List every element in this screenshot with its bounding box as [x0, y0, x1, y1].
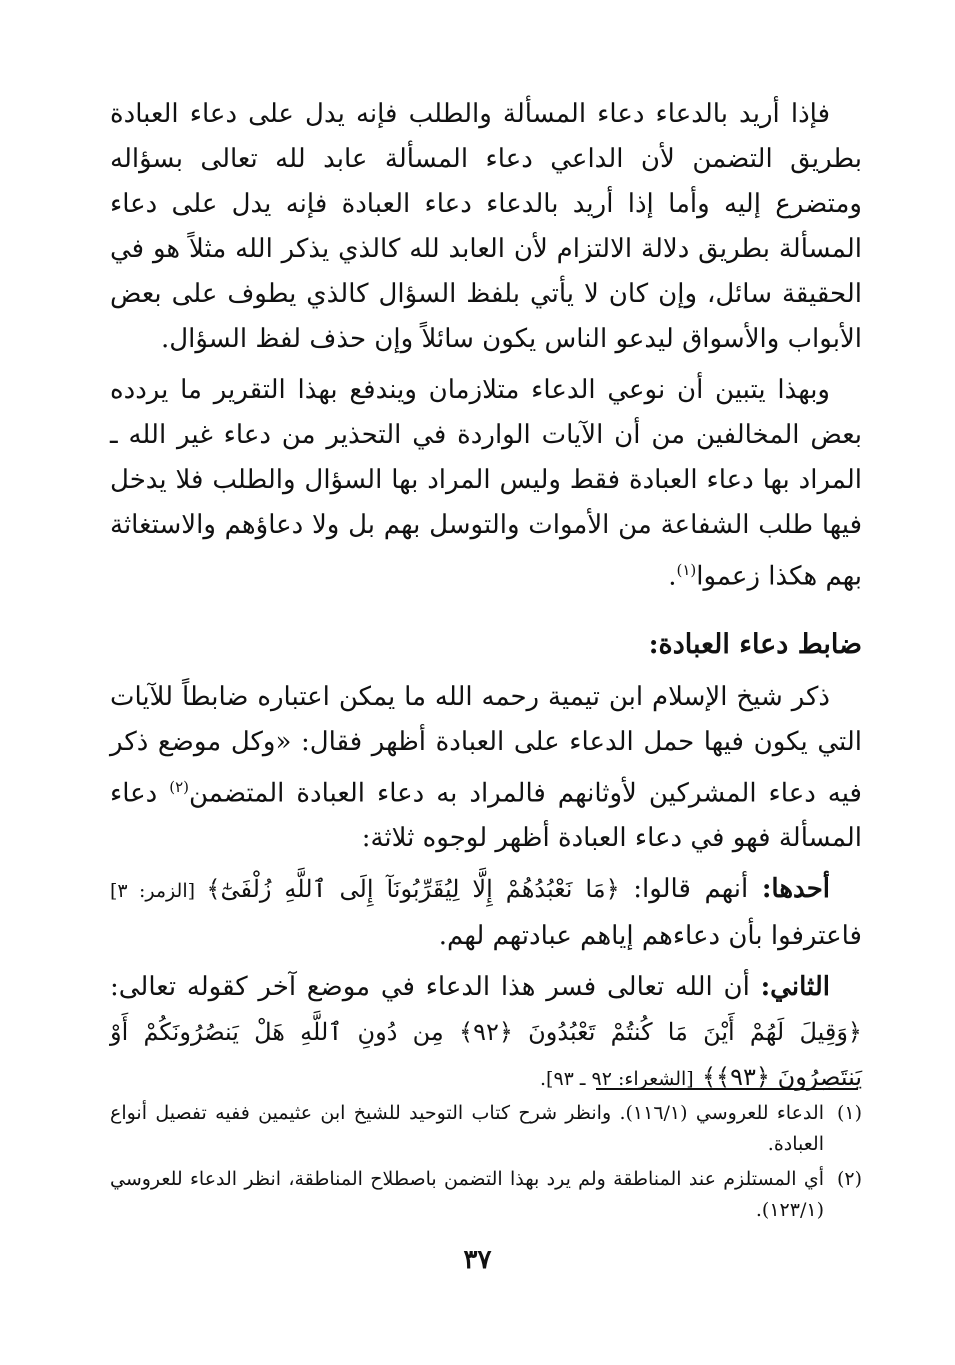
verse-reference-zumar: [الزمر: ٣] [110, 880, 207, 903]
point-second-label: الثاني: [760, 972, 830, 1003]
paragraph-2 [110, 368, 862, 600]
point-first [110, 867, 862, 959]
footnote-item [110, 1098, 862, 1160]
point-first-tail: فاعترفوا بأن دعاءهم إياهم عبادتهم لهم. [438, 921, 862, 952]
quran-verse-shuara: ﴿وَقِيلَ لَهُمْ أَيْنَ مَا كُنتُمْ تَعْبُدُونَ ﴿٩٢﴾ مِن دُونِ ٱللَّهِ هَلْ يَنصُرُونَكُمْ أَوْ يَنتَصِرُونَ ﴿٩٣﴾﴾ [110, 1018, 862, 1092]
point-first-text: أنهم قالوا: [619, 874, 762, 905]
footnote-divider [596, 1088, 858, 1090]
point-first-label: أحدها: [761, 874, 830, 905]
verse-reference-shuara: [الشعراء: ٩٢ ـ ٩٣]. [540, 1068, 694, 1091]
footnote-number: (٢) [836, 1168, 862, 1190]
footnote-ref-1: (١) [676, 561, 697, 579]
section-heading: ضابط دعاء العبادة: [648, 628, 862, 660]
footnotes [110, 1098, 862, 1230]
footnote-ref-2: (٢) [169, 777, 189, 796]
page-body [110, 92, 862, 1108]
footnote-number: (١) [836, 1102, 862, 1124]
footnote-item [110, 1164, 862, 1226]
point-second [110, 965, 862, 1102]
paragraph-1 [110, 92, 862, 362]
paragraph-1-text: فإذا أريد بالدعاء دعاء المسألة والطلب فإنه يدل على دعاء العبادة بطريق التضمن لأن الداعي دعاء المسألة عابد لله تعالى بسؤاله ومتضرع إليه وأما إذا أريد بالدعاء دعاء العبادة فإنه يدل على دعاء المسألة بطريق دلالة الالتزام لأن العابد لله كالذي يذكر الله مثلاً هو في الحقيقة سائل، وإن كان لا يأتي بلفظ السؤال كالذي يطوف على بعض الأبواب والأسواق ليدعو الناس يكون سائلاً وإن حذف لفظ السؤال. [110, 99, 862, 354]
footnote-text: أي المستلزم عند المناطقة ولم يرد بهذا التضمن باصطلاح المناطقة، انظر الدعاء للعروسي (١٢٣/١). [110, 1168, 824, 1221]
paragraph-2-text: وبهذا يتبين أن نوعي الدعاء متلازمان ويندفع بهذا التقرير ما يردده بعض المخالفين من أن الآيات الواردة في التحذير من دعاء غير الله ـ المراد بها دعاء العبادة فقط وليس المراد بها السؤال والطلب فلا يدخل فيها طلب الشفاعة من الأموات والتوسل بهم بل ولا دعاؤهم والاستغاثة بهم هكذا زعموا [110, 375, 862, 592]
paragraph-2-end: . [668, 561, 677, 592]
paragraph-3-text-a: ذكر شيخ الإسلام ابن تيمية رحمه الله ما يمكن اعتباره ضابطاً للآيات التي يكون فيها حمل الدعاء على العبادة أظهر فقال: «وكل موضع ذكر فيه دعاء المشركين لأوثانهم فالمراد به دعاء العبادة المتضمن [110, 681, 862, 809]
point-second-text: أن الله تعالى فسر هذا الدعاء في موضع آخر كقوله تعالى: [110, 972, 761, 1003]
paragraph-3-text-b: دعاء المسألة فهو في دعاء العبادة أظهر لوجوه ثلاثة: [110, 778, 862, 854]
paragraph-3 [110, 675, 862, 862]
footnote-text: الدعاء للعروسي (١١٦/١). وانظر شرح كتاب التوحيد للشيخ ابن عثيمين ففيه تفصيل أنواع العبادة. [110, 1102, 824, 1155]
quran-verse-zumar: ﴿مَا نَعْبُدُهُمْ إِلَّا لِيُقَرِّبُونَآ إِلَى ٱللَّهِ زُلْفَىٰٓ﴾ [206, 875, 620, 904]
page-number: ٣٧ [463, 1245, 492, 1275]
